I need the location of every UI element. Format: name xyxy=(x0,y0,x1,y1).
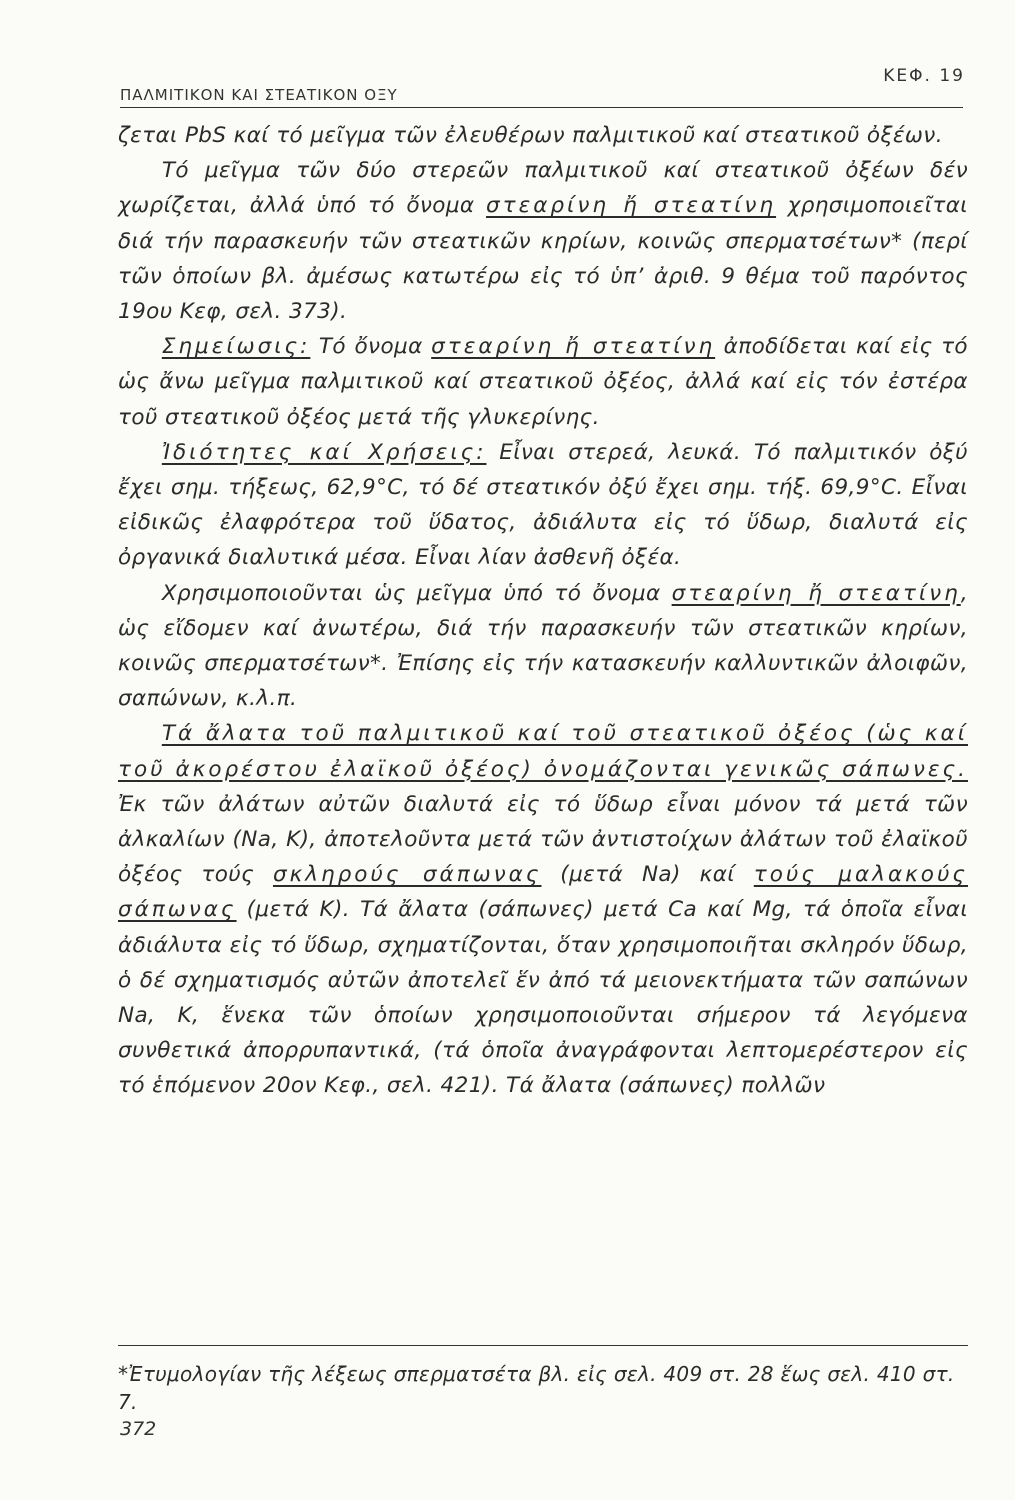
note-label: Σημείωσις: xyxy=(161,334,311,360)
term-soft-soaps: τούς μαλακούς σάπωνας xyxy=(118,862,969,923)
soaps-definition: Τά ἄλατα τοῦ παλμιτικοῦ καί τοῦ στεατικοῦ ὀξέος (ὡς καί τοῦ ἀκορέστου ἐλαϊκοῦ ὀξέος) ὀνομάζονται γενικῶς σάπωνες. xyxy=(118,721,968,782)
properties-label: Ἰδιότητες καί Χρήσεις: xyxy=(161,439,487,465)
paragraph-1: ζεται PbS καί τό μεῖγμα τῶν ἐλευθέρων παλμιτικοῦ καί στεατικοῦ ὀξέων. xyxy=(118,123,943,148)
term-stearine-2: στεαρίνη ἤ στεατίνη xyxy=(431,334,716,360)
footnote-rule xyxy=(118,1345,968,1346)
header-rule xyxy=(120,107,963,108)
chapter-label: ΚΕΦ. 19 xyxy=(883,66,965,86)
term-hard-soaps: σκληρούς σάπωνας xyxy=(272,862,542,888)
paragraph-4: Ἰδιότητες καί Χρήσεις: Εἶναι στερεά, λευκά. Τό παλμιτικόν ὀξύ ἔχει σημ. τήξεως, 62,9°C, τό δέ στεατικόν ὀξύ ἔχει σημ. τήξ. 69,9°C. Εἶναι εἰδικῶς ἐλαφρότερα τοῦ ὕδατος, ἀδιάλυτα εἰς τό ὕδωρ, διαλυτά εἰς ὀργανικά διαλυτικά μέσα. Εἶναι λίαν ἀσθενῆ ὀξέα. xyxy=(118,439,968,571)
paragraph-5: Χρησιμοποιοῦνται ὡς μεῖγμα ὑπό τό ὄνομα στεαρίνη ἤ στεατίνη, ὡς εἴδομεν καί ἀνωτέρω, διά τήν παρασκευήν τῶν στεατικῶν κηρίων, κοινῶς σπερματσέτων*. Ἐπίσης εἰς τήν κατασκευήν καλλυντικῶν ἀλοιφῶν, σαπώνων, κ.λ.π. xyxy=(118,580,968,712)
page-number: 372 xyxy=(120,1418,157,1440)
term-stearine: στεαρίνη ἤ στεατίνη xyxy=(486,193,777,219)
main-text xyxy=(118,118,968,1104)
running-title: ΠΑΛΜΙΤΙΚΟΝ ΚΑΙ ΣΤΕΑΤΙΚΟΝ ΟΞΥ xyxy=(120,86,398,104)
paragraph-6: Τά ἄλατα τοῦ παλμιτικοῦ καί τοῦ στεατικοῦ ὀξέος (ὡς καί τοῦ ἀκορέστου ἐλαϊκοῦ ὀξέος) ὀνομάζονται γενικῶς σάπωνες. Ἐκ τῶν ἀλάτων αὐτῶν διαλυτά εἰς τό ὕδωρ εἶναι μόνον τά μετά τῶν ἀλκαλίων (Na, K), ἀποτελοῦντα μετά τῶν ἀντιστοίχων ἀλάτων τοῦ ἐλαϊκοῦ ὀξέος τούς σκληρούς σάπωνας (μετά Na) καί τούς μαλακούς σάπωνας (μετά K). Τά ἄλατα (σάπωνες) μετά Ca καί Mg, τά ὁποῖα εἶναι ἀδιάλυτα εἰς τό ὕδωρ, σχηματίζονται, ὅταν χρησιμοποιῆται σκληρόν ὕδωρ, ὁ δέ σχηματισμός αὐτῶν ἀποτελεῖ ἕν ἀπό τά μειονεκτήματα τῶν σαπώνων Na, K, ἕνεκα τῶν ὁποίων χρησιμοποιοῦνται σήμερον τά λεγόμενα συνθετικά ἀπορρυπαντικά, (τά ὁποῖα ἀναγράφονται λεπτομερέστερον εἰς τό ἑπόμενον 20ον Κεφ., σελ. 421). Τά ἄλατα (σάπωνες) πολλῶν xyxy=(118,721,969,1099)
paragraph-2: Τό μεῖγμα τῶν δύο στερεῶν παλμιτικοῦ καί στεατικοῦ ὀξέων δέν χωρίζεται, ἀλλά ὑπό τό ὄνομα στεαρίνη ἤ στεατίνη χρησιμοποιεῖται διά τήν παρασκευήν τῶν στεατικῶν κηρίων, κοινῶς σπερματσέτων* (περί τῶν ὁποίων βλ. ἀμέσως κατωτέρω εἰς τό ὑπ’ ἀριθ. 9 θέμα τοῦ παρόντος 19ου Κεφ, σελ. 373). xyxy=(118,158,968,325)
term-stearine-3: στεαρίνη ἤ στεατίνη xyxy=(671,580,961,606)
footnote: *Ἐτυμολογίαν τῆς λέξεως σπερματσέτα βλ. εἰς σελ. 409 στ. 28 ἕως σελ. 410 στ. 7. xyxy=(118,1362,955,1414)
paragraph-3: Σημείωσις: Τό ὄνομα στεαρίνη ἤ στεατίνη ἀποδίδεται καί εἰς τό ὡς ἄνω μεῖγμα παλμιτικοῦ καί στεατικοῦ ὀξέος, ἀλλά καί εἰς τόν ἐστέρα τοῦ στεατικοῦ ὀξέος μετά τῆς γλυκερίνης. xyxy=(118,334,968,430)
